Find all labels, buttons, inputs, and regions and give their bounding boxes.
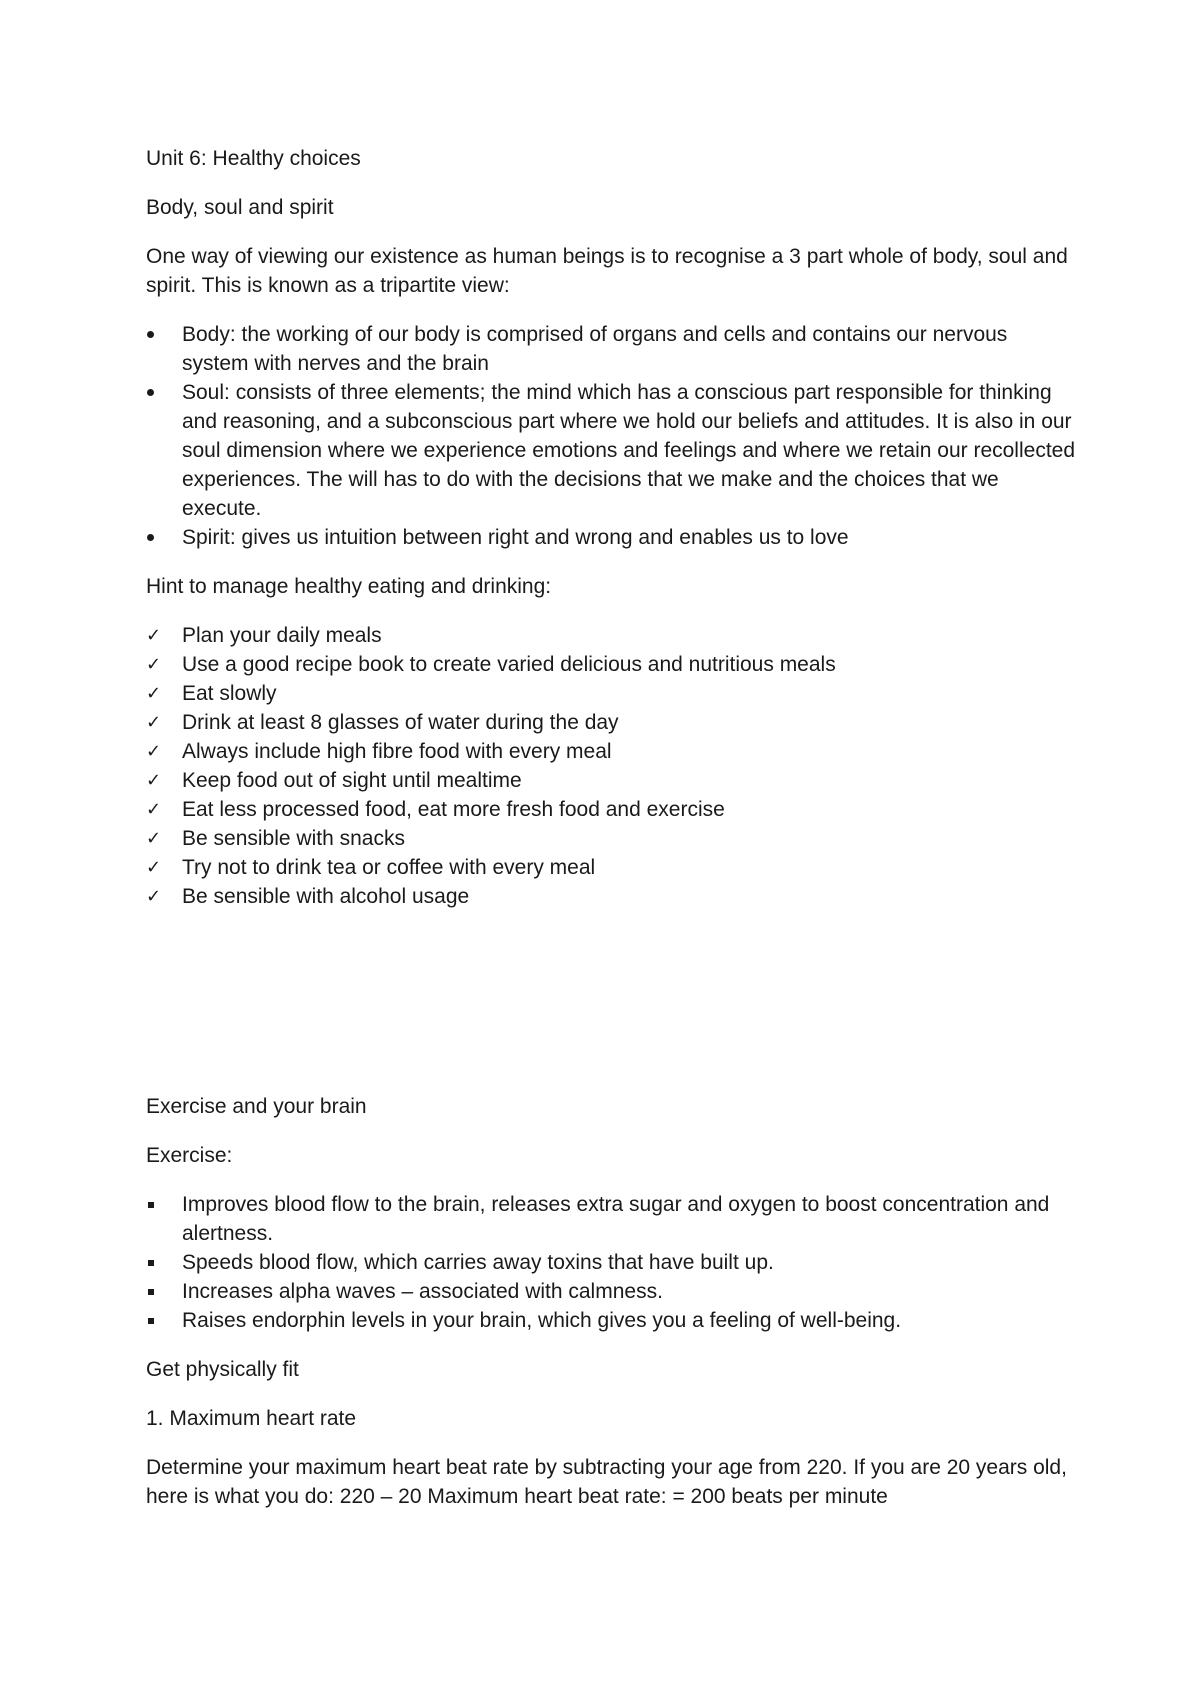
section-title: Exercise and your brain	[146, 1095, 367, 1118]
list-item	[146, 882, 1076, 911]
list-item	[146, 320, 1076, 378]
list-item-text: Body: the working of our body is comprised of organs and cells and contains our nervous system with nerves and the brain	[182, 323, 1008, 375]
bullet-icon	[147, 534, 154, 541]
bullet-icon	[147, 389, 154, 396]
checkmark-icon: ✓	[146, 741, 162, 762]
hint-heading: Hint to manage healthy eating and drinking:	[146, 575, 552, 598]
document-section-exercise	[146, 1092, 1076, 1531]
list-item	[146, 621, 1076, 650]
list-item	[146, 853, 1076, 882]
list-item-text: Always include high fibre food with every meal	[182, 740, 612, 763]
tripartite-list	[146, 320, 1076, 552]
exercise-label: Exercise:	[146, 1144, 233, 1167]
list-item-text: Keep food out of sight until mealtime	[182, 769, 522, 792]
document-section-healthy-choices	[146, 144, 1076, 931]
section-subtitle: Body, soul and spirit	[146, 196, 334, 219]
list-item	[146, 1277, 1076, 1306]
checkmark-icon: ✓	[146, 654, 162, 675]
list-item	[146, 1190, 1076, 1248]
list-item-text: Eat slowly	[182, 682, 277, 705]
intro-paragraph: One way of viewing our existence as human beings is to recognise a 3 part whole of body, soul and spirit. This is known as a tripartite view:	[146, 245, 1068, 297]
heart-rate-heading: 1. Maximum heart rate	[146, 1407, 357, 1430]
square-bullet-icon	[148, 1202, 154, 1208]
square-bullet-icon	[148, 1289, 154, 1295]
list-item	[146, 1306, 1076, 1335]
checkmark-icon: ✓	[146, 712, 162, 733]
list-item-text: Speeds blood flow, which carries away toxins that have built up.	[182, 1251, 774, 1274]
checkmark-icon: ✓	[146, 799, 162, 820]
list-item-text: Plan your daily meals	[182, 624, 382, 647]
checkmark-icon: ✓	[146, 625, 162, 646]
checkmark-icon: ✓	[146, 886, 162, 907]
square-bullet-icon	[148, 1260, 154, 1266]
list-item-text: Improves blood flow to the brain, releases extra sugar and oxygen to boost concentration and alertness.	[182, 1193, 1050, 1245]
unit-title: Unit 6: Healthy choices	[146, 147, 361, 170]
list-item	[146, 708, 1076, 737]
list-item-text: Soul: consists of three elements; the mind which has a conscious part responsible for thinking and reasoning, and a subconscious part where we hold our beliefs and attitudes. It is also in our soul dimension where we experience emotions and feelings and where we retain our recollected experiences. The will has to do with the decisions that we make and the choices that we execute.	[182, 381, 1076, 520]
checkmark-icon: ✓	[146, 857, 162, 878]
list-item-text: Be sensible with alcohol usage	[182, 885, 470, 908]
list-item-text: Be sensible with snacks	[182, 827, 405, 850]
list-item-text: Use a good recipe book to create varied delicious and nutritious meals	[182, 653, 836, 676]
bullet-icon	[147, 331, 154, 338]
list-item	[146, 650, 1076, 679]
list-item-text: Increases alpha waves – associated with calmness.	[182, 1280, 663, 1303]
heart-rate-paragraph: Determine your maximum heart beat rate by subtracting your age from 220. If you are 20 years old, here is what you do: 220 – 20 Maximum heart beat rate: = 200 beats per minute	[146, 1456, 1067, 1508]
list-item-text: Drink at least 8 glasses of water during the day	[182, 711, 619, 734]
checkmark-icon: ✓	[146, 683, 162, 704]
fit-heading: Get physically fit	[146, 1358, 299, 1381]
checkmark-icon: ✓	[146, 828, 162, 849]
list-item	[146, 737, 1076, 766]
list-item	[146, 795, 1076, 824]
list-item-text: Raises endorphin levels in your brain, which gives you a feeling of well-being.	[182, 1309, 902, 1332]
list-item	[146, 766, 1076, 795]
list-item	[146, 1248, 1076, 1277]
list-item-text: Try not to drink tea or coffee with every meal	[182, 856, 596, 879]
list-item	[146, 824, 1076, 853]
exercise-benefits-list	[146, 1190, 1076, 1335]
square-bullet-icon	[148, 1318, 154, 1324]
list-item	[146, 523, 1076, 552]
list-item	[146, 679, 1076, 708]
list-item	[146, 378, 1076, 523]
checkmark-icon: ✓	[146, 770, 162, 791]
hint-checklist	[146, 621, 1076, 911]
list-item-text: Eat less processed food, eat more fresh food and exercise	[182, 798, 725, 821]
list-item-text: Spirit: gives us intuition between right and wrong and enables us to love	[182, 526, 849, 549]
